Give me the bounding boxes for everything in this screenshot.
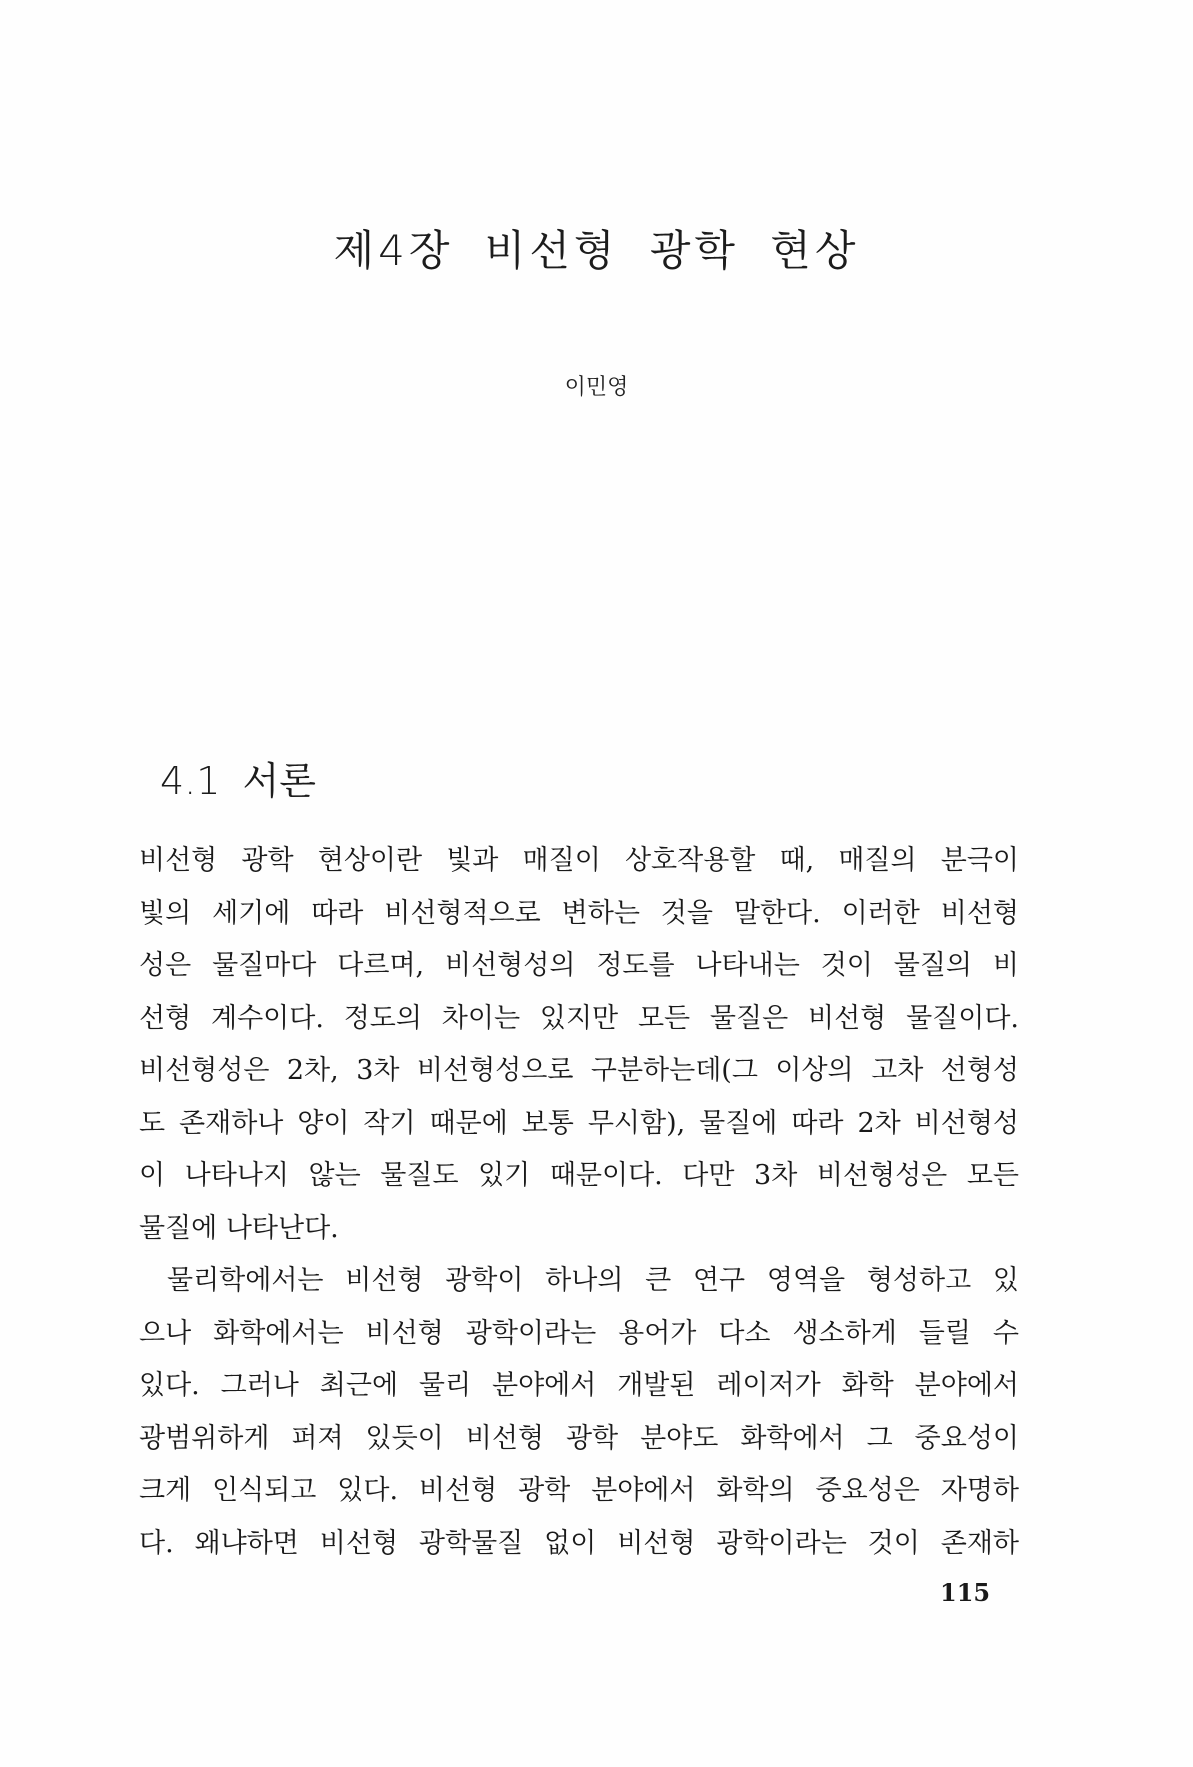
text-line: 으나 화학에서는 비선형 광학이라는 용어가 다소 생소하게 들릴 수: [139, 1317, 1019, 1349]
text-line: 물리학에서는 비선형 광학이 하나의 큰 연구 영역을 형성하고 있: [167, 1265, 1019, 1296]
text-line: 크게 인식되고 있다. 비선형 광학 분야에서 화학의 중요성은 자명하: [139, 1475, 1019, 1506]
text-line: 이 나타나지 않는 물질도 있기 때문이다. 다만 3차 비선형성은 모든: [139, 1160, 1019, 1191]
author-name: 이민영: [564, 375, 629, 400]
text-line: 도 존재하나 양이 작기 때문에 보통 무시함), 물질에 따라 2차 비선형성: [139, 1107, 1019, 1139]
text-line: 물질에 나타난다.: [139, 1212, 339, 1244]
text-line: 비선형 광학 현상이란 빛과 매질이 상호작용할 때, 매질의 분극이: [139, 845, 1019, 876]
body-text: [139, 835, 1019, 1570]
text-line: 선형 계수이다. 정도의 차이는 있지만 모든 물질은 비선형 물질이다.: [139, 1002, 1019, 1034]
text-line: 있다. 그러나 최근에 물리 분야에서 개발된 레이저가 화학 분야에서: [139, 1370, 1019, 1401]
text-line: 광범위하게 퍼져 있듯이 비선형 광학 분야도 화학에서 그 중요성이: [139, 1422, 1019, 1454]
text-line: 빛의 세기에 따라 비선형적으로 변하는 것을 말한다. 이러한 비선형: [139, 897, 1019, 929]
text-line: 다. 왜냐하면 비선형 광학물질 없이 비선형 광학이라는 것이 존재하: [139, 1527, 1019, 1559]
chapter-title: 제4장 비선형 광학 현상: [333, 226, 860, 275]
text-line: 성은 물질마다 다르며, 비선형성의 정도를 나타내는 것이 물질의 비: [139, 950, 1019, 981]
text-line: 비선형성은 2차, 3차 비선형성으로 구분하는데(그 이상의 고차 선형성: [139, 1055, 1019, 1086]
section-heading: 4.1 서론: [160, 759, 316, 803]
page-number: 115: [940, 1578, 991, 1607]
